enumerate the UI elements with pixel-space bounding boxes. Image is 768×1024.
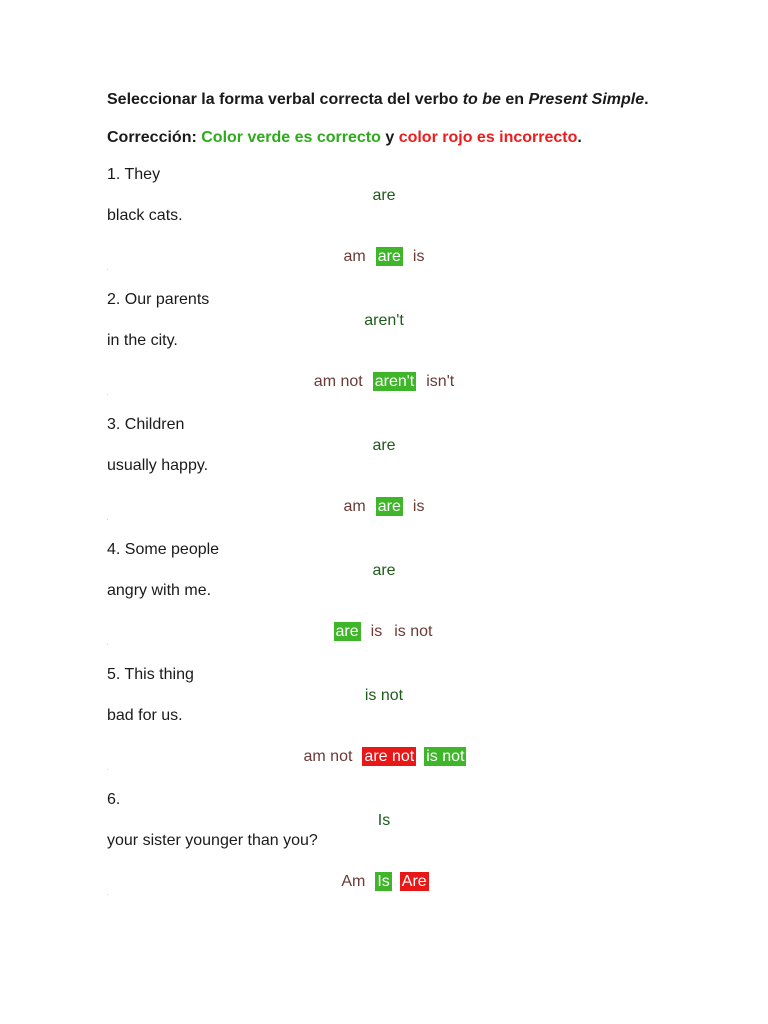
answer-option-correct[interactable]: are [335,623,359,640]
exercise-answer: Is [377,812,391,829]
exercise-item [107,290,663,415]
answer-option-wrong[interactable]: are not [364,748,415,765]
answer-options [107,247,661,267]
answer-options [107,747,661,767]
exercise-prefix: 2. Our parents [107,291,210,308]
answer-option-neutral[interactable]: isn't [426,373,455,390]
answer-option-neutral[interactable]: am [343,248,366,265]
paragraph-marker [107,269,108,270]
answer-option-neutral[interactable]: is [370,623,383,640]
paragraph-marker [107,644,108,645]
exercise-prefix: 1. They [107,166,161,183]
worksheet [107,90,663,915]
instructions-part3: . [644,91,649,108]
correction-legend [107,128,663,148]
paragraph-marker [107,519,108,520]
exercise-item [107,665,663,790]
answer-option-correct[interactable]: is not [426,748,465,765]
answer-option-wrong[interactable]: Are [401,873,427,890]
paragraph-marker [107,394,108,395]
correction-end: . [577,129,582,146]
answer-option-neutral[interactable]: am [343,498,366,515]
answer-options [107,872,661,892]
answer-option-correct[interactable]: aren't [374,373,415,390]
exercise-prefix: 5. This thing [107,666,194,683]
exercise-suffix: bad for us. [107,707,183,724]
exercise-answer: are [372,562,396,579]
exercise-prefix: 3. Children [107,416,185,433]
exercise-prefix: 6. [107,791,121,808]
paragraph-marker [107,894,108,895]
correction-connector: y [385,129,395,146]
exercise-item [107,540,663,665]
exercise-item [107,415,663,540]
correction-label: Corrección: [107,129,197,146]
exercise-answer: are [372,187,396,204]
exercise-item [107,790,663,915]
instructions-verb: to be [462,91,501,108]
exercise-suffix: black cats. [107,207,183,224]
answer-option-neutral[interactable]: Am [341,873,366,890]
correction-green-text: Color verde es correcto [201,129,381,146]
exercise-answer: aren't [364,312,404,329]
exercise-suffix: angry with me. [107,582,212,599]
answer-option-neutral[interactable]: am not [313,373,363,390]
exercise-answer: are [372,437,396,454]
instructions-tense: Present Simple [528,91,645,108]
answer-option-correct[interactable]: are [377,248,401,265]
exercise-suffix: your sister younger than you? [107,832,318,849]
answer-options [107,372,661,392]
correction-red-text: color rojo es incorrecto [398,129,578,146]
exercise-prefix: 4. Some people [107,541,220,558]
exercise-list [107,165,663,915]
paragraph-marker [107,769,108,770]
instructions-part2: en [500,91,529,108]
answer-option-neutral[interactable]: is not [394,623,433,640]
answer-options [107,622,661,642]
exercise-suffix: usually happy. [107,457,209,474]
exercise-answer: is not [364,687,404,704]
instructions-part1: Seleccionar la forma verbal correcta del verbo [107,91,463,108]
answer-option-neutral[interactable]: am not [303,748,353,765]
answer-options [107,497,661,517]
answer-option-neutral[interactable]: is [412,498,425,515]
answer-option-correct[interactable]: are [377,498,401,515]
answer-option-neutral[interactable]: is [412,248,425,265]
instructions [107,90,663,110]
answer-option-correct[interactable]: Is [377,873,390,890]
exercise-item [107,165,663,290]
exercise-suffix: in the city. [107,332,178,349]
